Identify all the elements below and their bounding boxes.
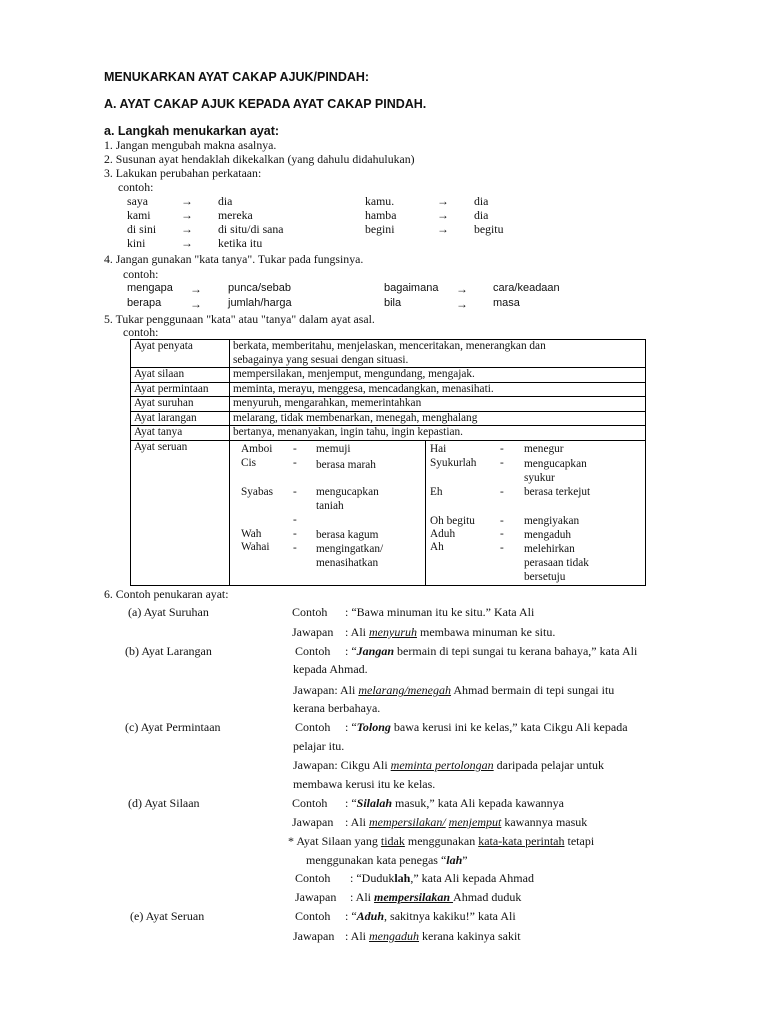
arrow-icon: →	[181, 194, 193, 208]
arrow-icon: →	[181, 208, 193, 222]
dash: -	[293, 485, 297, 498]
table-row	[131, 340, 646, 368]
seruan-meaning: menasihatkan	[316, 556, 379, 569]
text-part: : “	[345, 909, 357, 923]
seruan-word: Cis	[241, 456, 257, 469]
silaan-note-cont	[306, 853, 468, 867]
arrow-icon: →	[437, 222, 449, 236]
step-5: 5. Tukar penggunaan "kata" atau "tanya" dalam ayat asal.	[104, 312, 375, 326]
arrow-icon: →	[190, 297, 202, 311]
example-label: (d) Ayat Silaan	[128, 796, 200, 810]
jawapan-key: Jawapan	[293, 929, 335, 943]
dash: -	[293, 513, 297, 526]
step-1: 1. Jangan mengubah makna asalnya.	[104, 138, 277, 152]
arrow-icon: →	[437, 194, 449, 208]
jawapan-key: Jawapan	[292, 625, 334, 639]
text-part: menggunakan kata penegas “	[306, 853, 447, 867]
dash: -	[500, 527, 504, 540]
seruan-meaning: melehirkan	[524, 542, 575, 555]
contoh-key: Contoh	[295, 909, 331, 923]
keyword: mempersilakan/	[369, 815, 446, 829]
arrow-icon: →	[456, 282, 468, 296]
row-label: Ayat larangan	[131, 411, 230, 426]
word: kini	[127, 236, 146, 250]
text-part: menggunakan	[404, 834, 479, 848]
section-heading: A. AYAT CAKAP AJUK KEPADA AYAT CAKAP PINDAH.	[104, 97, 427, 111]
replacement: ketika itu	[218, 236, 263, 250]
replacement: dia	[474, 194, 489, 208]
row-text: meminta, merayu, menggesa, mencadangkan, menasihati.	[230, 382, 646, 397]
text-part: : Ali	[350, 890, 375, 904]
keyword: lah	[394, 871, 411, 885]
row-text: mempersilakan, menjemput, mengundang, mengajak.	[230, 368, 646, 383]
table-row	[131, 411, 646, 426]
arrow-icon: →	[456, 297, 468, 311]
text-part: : “	[345, 796, 357, 810]
example-label: (a) Ayat Suruhan	[128, 605, 209, 619]
replacement: dia	[474, 208, 489, 222]
row-text	[230, 340, 646, 368]
seruan-word: Wahai	[241, 540, 270, 553]
contoh-key: Contoh	[295, 720, 331, 734]
word: bagaimana	[384, 282, 439, 294]
keyword: Tolong	[356, 720, 391, 734]
arrow-icon: →	[181, 222, 193, 236]
contoh-key: Contoh	[292, 605, 328, 619]
step-6: 6. Contoh penukaran ayat:	[104, 587, 229, 601]
seruan-meaning: mengucapkan	[316, 485, 379, 498]
replacement: cara/keadaan	[493, 282, 560, 294]
keyword: lah	[446, 853, 463, 867]
word: saya	[127, 194, 148, 208]
row-label: Ayat penyata	[131, 340, 230, 368]
contoh-text	[345, 796, 564, 810]
kata-table	[130, 339, 646, 586]
arrow-icon: →	[437, 208, 449, 222]
dash: -	[293, 442, 297, 455]
row-label: Ayat suruhan	[131, 397, 230, 412]
table-row	[131, 440, 646, 585]
dash: -	[500, 485, 504, 498]
example-label: (e) Ayat Seruan	[130, 909, 205, 923]
text-part: : Ali	[345, 625, 370, 639]
keyword: melarang/menegah	[358, 683, 451, 697]
keyword: menyuruh	[369, 625, 418, 639]
text-part: Jawapan: Ali	[293, 683, 359, 697]
table-row	[131, 397, 646, 412]
contoh-text	[350, 871, 534, 885]
contoh-text: : “Bawa minuman itu ke situ.” Kata Ali	[345, 605, 535, 619]
seruan-meaning: syukur	[524, 471, 555, 484]
contoh-key: Contoh	[295, 871, 331, 885]
text-part: membawa minuman ke situ.	[417, 625, 556, 639]
keyword: mengaduh	[369, 929, 420, 943]
seruan-word: Hai	[430, 442, 447, 455]
keyword: menjemput	[448, 815, 502, 829]
text-part: , sakitnya kakiku!” kata Ali	[384, 909, 516, 923]
seruan-meaning: mengaduh	[524, 528, 572, 541]
text-part: : Ali	[345, 815, 370, 829]
word: di sini	[127, 222, 157, 236]
subsection-heading: a. Langkah menukarkan ayat:	[104, 124, 280, 138]
seruan-meaning: perasaan tidak	[524, 556, 589, 569]
row-text: menyuruh, mengarahkan, memerintahkan	[230, 397, 646, 412]
text-part: ”	[462, 853, 468, 867]
seruan-meaning: taniah	[316, 499, 344, 512]
jawapan-text	[345, 625, 555, 639]
seruan-word: Oh begitu	[430, 514, 475, 527]
row-text-line: sebagainya yang sesuai dengan situasi.	[233, 353, 409, 366]
seruan-word: Amboi	[241, 442, 273, 455]
seruan-meaning: berasa kagum	[316, 528, 379, 541]
seruan-meaning: menegur	[524, 442, 564, 455]
seruan-meaning: memuji	[316, 442, 351, 455]
seruan-cell	[230, 440, 646, 585]
seruan-meaning: mengingatkan/	[316, 542, 384, 555]
step-2: 2. Susunan ayat hendaklah dikekalkan (yang dahulu didahulukan)	[104, 152, 415, 166]
jawapan-text	[345, 929, 521, 943]
replacement: masa	[493, 297, 520, 309]
jawapan-text	[350, 890, 521, 904]
row-label: Ayat permintaan	[131, 382, 230, 397]
text-part: : “Duduk	[350, 871, 395, 885]
example-label: (b) Ayat Larangan	[125, 644, 212, 658]
table-row	[131, 382, 646, 397]
text-part: kerana kakinya sakit	[419, 929, 521, 943]
text-part: : “	[345, 720, 357, 734]
jawapan-text	[293, 758, 604, 772]
contoh-text	[345, 720, 628, 734]
contoh-label: contoh:	[123, 267, 159, 281]
keyword: kata-kata perintah	[478, 834, 565, 848]
replacement: di situ/di sana	[218, 222, 284, 236]
arrow-icon: →	[181, 236, 193, 250]
replacement: dia	[218, 194, 233, 208]
text-part: ,” kata Ali kepada Ahmad	[410, 871, 534, 885]
text-part: bawa kerusi ini ke kelas,” kata Cikgu Ali kepada	[390, 720, 628, 734]
seruan-grid	[230, 441, 645, 585]
keyword: meminta pertolongan	[390, 758, 494, 772]
text-part: daripada pelajar untuk	[493, 758, 604, 772]
word: mengapa	[127, 282, 173, 294]
step-4: 4. Jangan gunakan "kata tanya". Tukar pada fungsinya.	[104, 252, 364, 266]
row-text-line: berkata, memberitahu, menjelaskan, menceritakan, menerangkan dan	[233, 340, 546, 352]
jawapan-key: Jawapan	[295, 890, 337, 904]
text-part: : Ali	[345, 929, 370, 943]
seruan-word: Aduh	[430, 527, 456, 540]
seruan-word: Ah	[430, 540, 444, 553]
keyword: Aduh	[356, 909, 385, 923]
page-title: MENUKARKAN AYAT CAKAP AJUK/PINDAH:	[104, 70, 370, 84]
word: begini	[365, 222, 395, 236]
word: kamu.	[365, 194, 395, 208]
replacement: jumlah/harga	[228, 297, 292, 309]
text-part: Ahmad bermain di tepi sungai itu	[450, 683, 615, 697]
replacement: mereka	[218, 208, 253, 222]
seruan-word: Wah	[241, 527, 262, 540]
column-divider	[425, 441, 426, 585]
text-part: tetapi	[564, 834, 595, 848]
dash: -	[500, 514, 504, 527]
seruan-meaning: berasa marah	[316, 458, 376, 471]
example-label: (c) Ayat Permintaan	[125, 720, 221, 734]
table-row	[131, 426, 646, 441]
dash: -	[500, 442, 504, 455]
replacement: punca/sebab	[228, 282, 291, 294]
seruan-meaning: bersetuju	[524, 570, 566, 583]
arrow-icon: →	[190, 282, 202, 296]
jawapan-key: Jawapan	[292, 815, 334, 829]
text-part: * Ayat Silaan yang	[288, 834, 381, 848]
seruan-word: Syabas	[241, 485, 274, 498]
row-label: Ayat seruan	[131, 440, 230, 585]
row-label: Ayat silaan	[131, 368, 230, 383]
seruan-word: Syukurlah	[430, 456, 477, 469]
replacement: begitu	[474, 222, 504, 236]
silaan-note	[288, 834, 594, 848]
text-part: kawannya masuk	[501, 815, 588, 829]
jawapan-text-cont: membawa kerusi itu ke kelas.	[293, 777, 436, 791]
contoh-text	[345, 909, 516, 923]
dash: -	[293, 456, 297, 469]
contoh-key: Contoh	[292, 796, 328, 810]
keyword: mempersilakan	[374, 890, 454, 904]
seruan-word: Eh	[430, 485, 443, 498]
contoh-label: contoh:	[118, 180, 154, 194]
text-part: Ahmad duduk	[453, 890, 522, 904]
row-text: melarang, tidak membenarkan, menegah, menghalang	[230, 411, 646, 426]
step-3: 3. Lakukan perubahan perkataan:	[104, 166, 262, 180]
dash: -	[500, 541, 504, 554]
contoh-key: Contoh	[295, 644, 331, 658]
keyword: Silalah	[356, 796, 393, 810]
text-part: masuk,” kata Ali kepada kawannya	[392, 796, 564, 810]
word: kami	[127, 208, 151, 222]
table-row	[131, 368, 646, 383]
text-part: Jawapan: Cikgu Ali	[293, 758, 391, 772]
jawapan-text	[293, 683, 614, 697]
contoh-text	[345, 644, 637, 658]
dash: -	[293, 527, 297, 540]
seruan-meaning: mengiyakan	[524, 514, 580, 527]
seruan-meaning: mengucapkan	[524, 457, 587, 470]
jawapan-text	[345, 815, 587, 829]
word: hamba	[365, 208, 397, 222]
text-part: bermain di tepi sungai tu kerana bahaya,” kata Ali	[394, 644, 638, 658]
seruan-meaning: berasa terkejut	[524, 485, 591, 498]
jawapan-text-cont: kerana berbahaya.	[293, 701, 381, 715]
contoh-text-cont: pelajar itu.	[293, 739, 345, 753]
row-text: bertanya, menanyakan, ingin tahu, ingin kepastian.	[230, 426, 646, 441]
keyword: tidak	[380, 834, 405, 848]
contoh-text-cont: kepada Ahmad.	[293, 662, 368, 676]
text-part: : “	[345, 644, 357, 658]
word: bila	[384, 297, 402, 309]
word: berapa	[127, 297, 162, 309]
keyword: Jangan	[356, 644, 395, 658]
contoh-label: contoh:	[123, 325, 159, 339]
row-label: Ayat tanya	[131, 426, 230, 441]
dash: -	[500, 456, 504, 469]
dash: -	[293, 541, 297, 554]
